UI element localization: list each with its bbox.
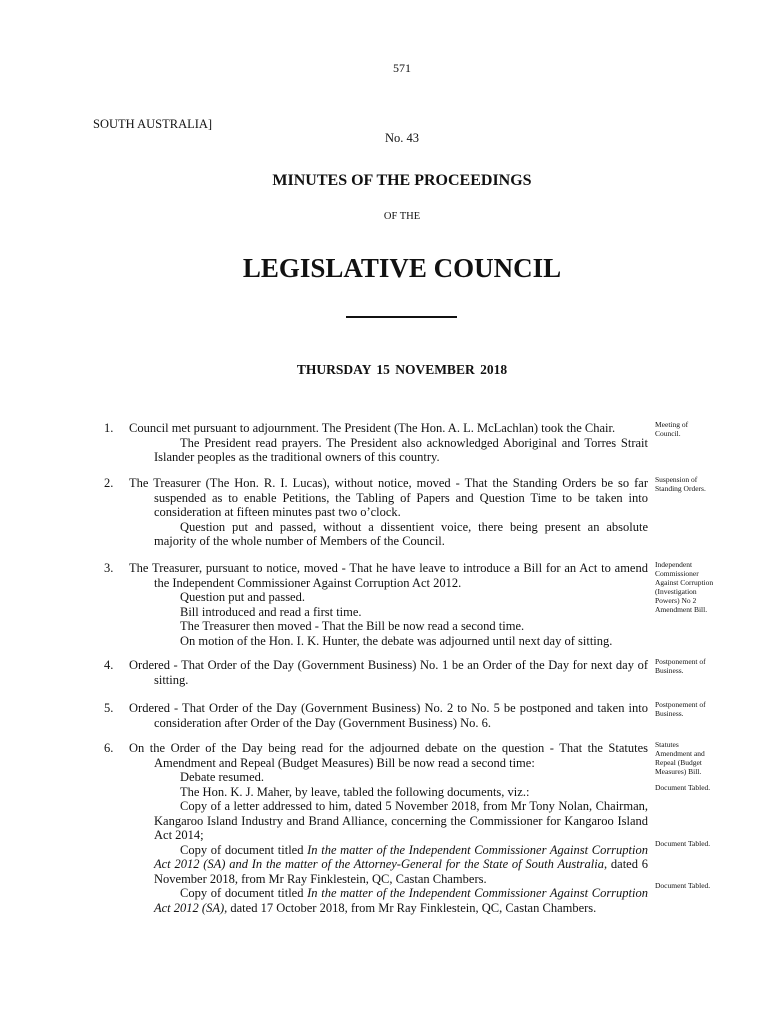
margin-note: Meeting of Council. xyxy=(655,420,689,438)
item-paragraph: Copy of a letter addressed to him, dated 5 November 2018, from Mr Tony Nolan, Chairman, Kangaroo Island Industry and Brand Alliance, concerning the Commissioner for Kangaroo Island Act 2014; xyxy=(154,799,648,842)
margin-note: Postponement of Business. xyxy=(655,700,706,718)
item-body xyxy=(129,658,648,687)
item-line: The Treasurer then moved - That the Bill be now read a second time. xyxy=(180,619,525,633)
item-line: Question put and passed. xyxy=(180,590,305,604)
item-number: 2. xyxy=(104,476,114,490)
sitting-date: THURSDAY 15 NOVEMBER 2018 xyxy=(296,362,508,377)
item-text: The Treasurer, pursuant to notice, moved - That he have leave to introduce a Bill for an Act to amend the Independent Commissioner Against Corruption Act 2012. xyxy=(129,561,648,590)
item-body xyxy=(129,476,648,549)
issue-number: No. 43 xyxy=(384,131,420,145)
item-text: Ordered - That Order of the Day (Government Business) No. 2 to No. 5 be postponed and taken into consideration after Order of the Day (Government Business) No. 6. xyxy=(129,701,648,730)
tabled-document-2: Copy of document titled In the matter of the Independent Commissioner Against Corruption Act 2012 (SA), dated 17 October 2018, from Mr Ray Finklestein, QC, Castan Chambers. xyxy=(154,886,648,915)
state-label: SOUTH AUSTRALIA] xyxy=(93,117,213,131)
tabled-document-1: Copy of document titled In the matter of the Independent Commissioner Against Corruption Act 2012 (SA) and In the matter of the Attorney-General for the State of South Australia, dated 6 November 2018, from Mr Ray Finklestein, QC, Castan Chambers. xyxy=(154,842,648,886)
margin-note: Suspension of Standing Orders. xyxy=(655,475,706,493)
item-number: 4. xyxy=(104,658,114,672)
item-body xyxy=(129,741,648,915)
title-connector: OF THE xyxy=(383,211,421,222)
document-title: MINUTES OF THE PROCEEDINGS xyxy=(272,172,532,189)
margin-note-document-tabled: Document Tabled. xyxy=(655,881,711,890)
item-number: 3. xyxy=(104,561,114,575)
margin-note-document-tabled: Document Tabled. xyxy=(655,839,711,848)
margin-note: Statutes Amendment and Repeal (Budget Measures) Bill. xyxy=(655,740,705,776)
item-line: The Hon. K. J. Maher, by leave, tabled the following documents, viz.: xyxy=(180,784,530,799)
item-text: Ordered - That Order of the Day (Government Business) No. 1 be an Order of the Day for next day of sitting. xyxy=(129,658,648,687)
item-line: Bill introduced and read a first time. xyxy=(180,604,362,619)
item-text: Council met pursuant to adjournment. The President (The Hon. A. L. McLachlan) took the Chair. xyxy=(129,421,616,435)
page-number: 571 xyxy=(393,61,411,75)
item-paragraph: Question put and passed, without a dissentient voice, there being present an absolute majority of the whole number of Members of the Council. xyxy=(154,519,648,548)
item-text: The Treasurer (The Hon. R. I. Lucas), without notice, moved - That the Standing Orders be so far suspended as to enable Petitions, the Tabling of Papers and Question Time to be taken into consideration at fifteen minutes past two o’clock. xyxy=(129,476,648,519)
item-paragraph: The President read prayers. The President also acknowledged Aboriginal and Torres Strait Islander peoples as the traditional owners of this country. xyxy=(154,435,648,464)
item-body xyxy=(129,561,648,648)
item-body xyxy=(129,701,648,730)
margin-note: Postponement of Business. xyxy=(655,657,706,675)
margin-note-document-tabled: Document Tabled. xyxy=(655,783,711,792)
item-number: 6. xyxy=(104,741,114,755)
item-line: On motion of the Hon. I. K. Hunter, the debate was adjourned until next day of sitting. xyxy=(180,633,613,648)
item-text: On the Order of the Day being read for the adjourned debate on the question - That the Statutes Amendment and Repeal (Budget Measures) Bill be now read a second time: xyxy=(129,741,648,770)
council-name: LEGISLATIVE COUNCIL xyxy=(242,253,562,283)
item-line: Debate resumed. xyxy=(180,770,264,784)
item-number: 5. xyxy=(104,701,114,715)
title-divider xyxy=(346,316,457,318)
item-body xyxy=(129,421,648,465)
margin-note: Independent Commissioner Against Corruption (Investigation Powers) No 2 Amendment Bill. xyxy=(655,560,714,614)
item-number: 1. xyxy=(104,421,114,435)
